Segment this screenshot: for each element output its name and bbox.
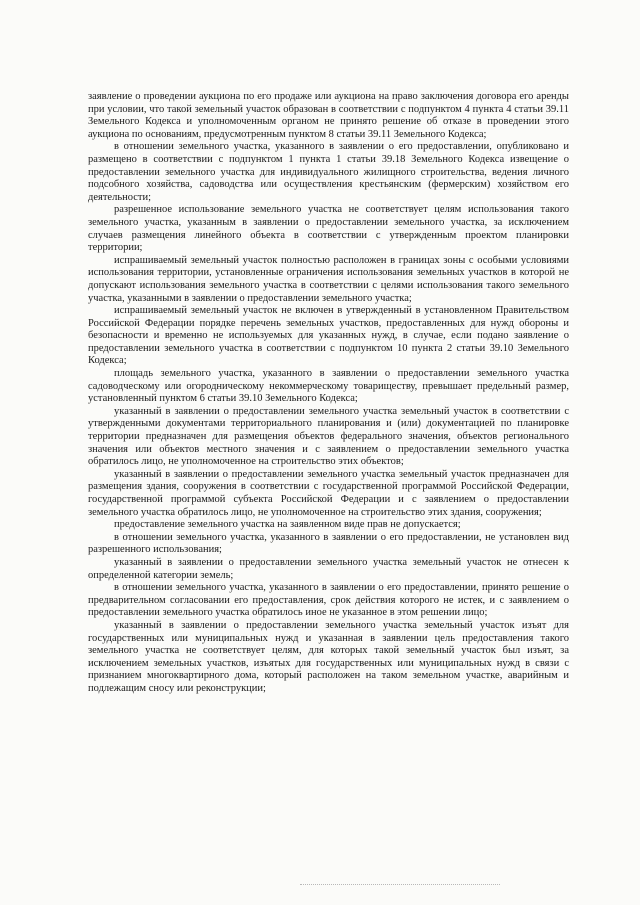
paragraph: в отношении земельного участка, указанного в заявлении о его предоставлении, не установлен вид разрешенного использования; [88, 531, 569, 556]
paragraph: разрешенное использование земельного участка не соответствует целям использования такого земельного участка, указанным в заявлении о предоставлении земельного участка, за исключением случаев размещения линейного объекта в соответствии с утвержденным проектом планировки территории; [88, 204, 569, 254]
paragraph: в отношении земельного участка, указанного в заявлении о его предоставлении, принято решение о предварительном согласовании его предоставления, срок действия которого не истек, и с заявлением о предоставлении земельного участка обратилось иное не указанное в этом решении лицо; [88, 582, 569, 619]
paragraph: указанный в заявлении о предоставлении земельного участка земельный участок не отнесен к определенной категории земель; [88, 556, 569, 581]
paragraph: в отношении земельного участка, указанного в заявлении о его предоставлении, опубликовано и размещено в соответствии с подпунктом 1 пункта 1 статьи 39.18 Земельного Кодекса извещение о предоставлении земельного участка для индивидуального жилищного строительства, ведения личного подсобного хозяйства, садоводства или осуществления крестьянским (фермерским) хозяйством его деятельности; [88, 141, 569, 203]
scan-artifact-line [300, 884, 500, 886]
document-body [88, 91, 569, 696]
paragraph: указанный в заявлении о предоставлении земельного участка земельный участок в соответствии с утвержденными документами территориального планирования и (или) документацией по планировке территории предназначен для размещения объектов федерального значения, объектов регионального значения или объектов местного значения и с заявлением о предоставлении земельного участка обратилось лицо, не уполномоченное на строительство этих объектов; [88, 405, 569, 468]
paragraph: указанный в заявлении о предоставлении земельного участка земельный участок предназначен для размещения здания, сооружения в соответствии с государственной программой Российской Федерации, государственной программой субъекта Российской Федерации и с заявлением о предоставлении земельного участка обратилось лицо, не уполномоченное на строительство этих здания, сооружения; [88, 468, 569, 518]
paragraph: предоставление земельного участка на заявленном виде прав не допускается; [114, 519, 461, 531]
paragraph: испрашиваемый земельный участок полностью расположен в границах зоны с особыми условиями использования территории, установленные ограничения использования земельных участков в которой не допускают использования земельного участка в соответствии с целями использования такого земельного участка, указанными в заявлении о предоставлении земельного участка; [88, 254, 569, 304]
paragraph: заявление о проведении аукциона по его продаже или аукциона на право заключения договора его аренды при условии, что такой земельный участок образован в соответствии с подпунктом 4 пункта 4 статьи 39.11 Земельного Кодекса и уполномоченным органом не принято решение об отказе в проведении этого аукциона по основаниям, предусмотренным пунктом 8 статьи 39.11 Земельного Кодекса; [88, 91, 569, 140]
paragraph: испрашиваемый земельный участок не включен в утвержденный в установленном Правительством Российской Федерации порядке перечень земельных участков, предоставленных для нужд обороны и безопасности и временно не используемых для указанных нужд, в случае, если подано заявление о предоставлении земельного участка в соответствии с подпунктом 10 пункта 2 статьи 39.10 Земельного Кодекса; [88, 305, 569, 367]
paragraph: площадь земельного участка, указанного в заявлении о предоставлении земельного участка садоводческому или огородническому некоммерческому товариществу, превышает предельный размер, установленный пунктом 6 статьи 39.10 Земельного Кодекса; [88, 368, 569, 405]
paragraph: указанный в заявлении о предоставлении земельного участка земельный участок изъят для государственных или муниципальных нужд и указанная в заявлении цель предоставления такого земельного участка не соответствует целям, для которых такой земельный участок был изъят, за исключением земельных участков, изъятых для государственных или муниципальных нужд в связи с признанием многоквартирного дома, который расположен на таком земельном участке, аварийным и подлежащим сносу или реконструкции; [88, 619, 569, 694]
